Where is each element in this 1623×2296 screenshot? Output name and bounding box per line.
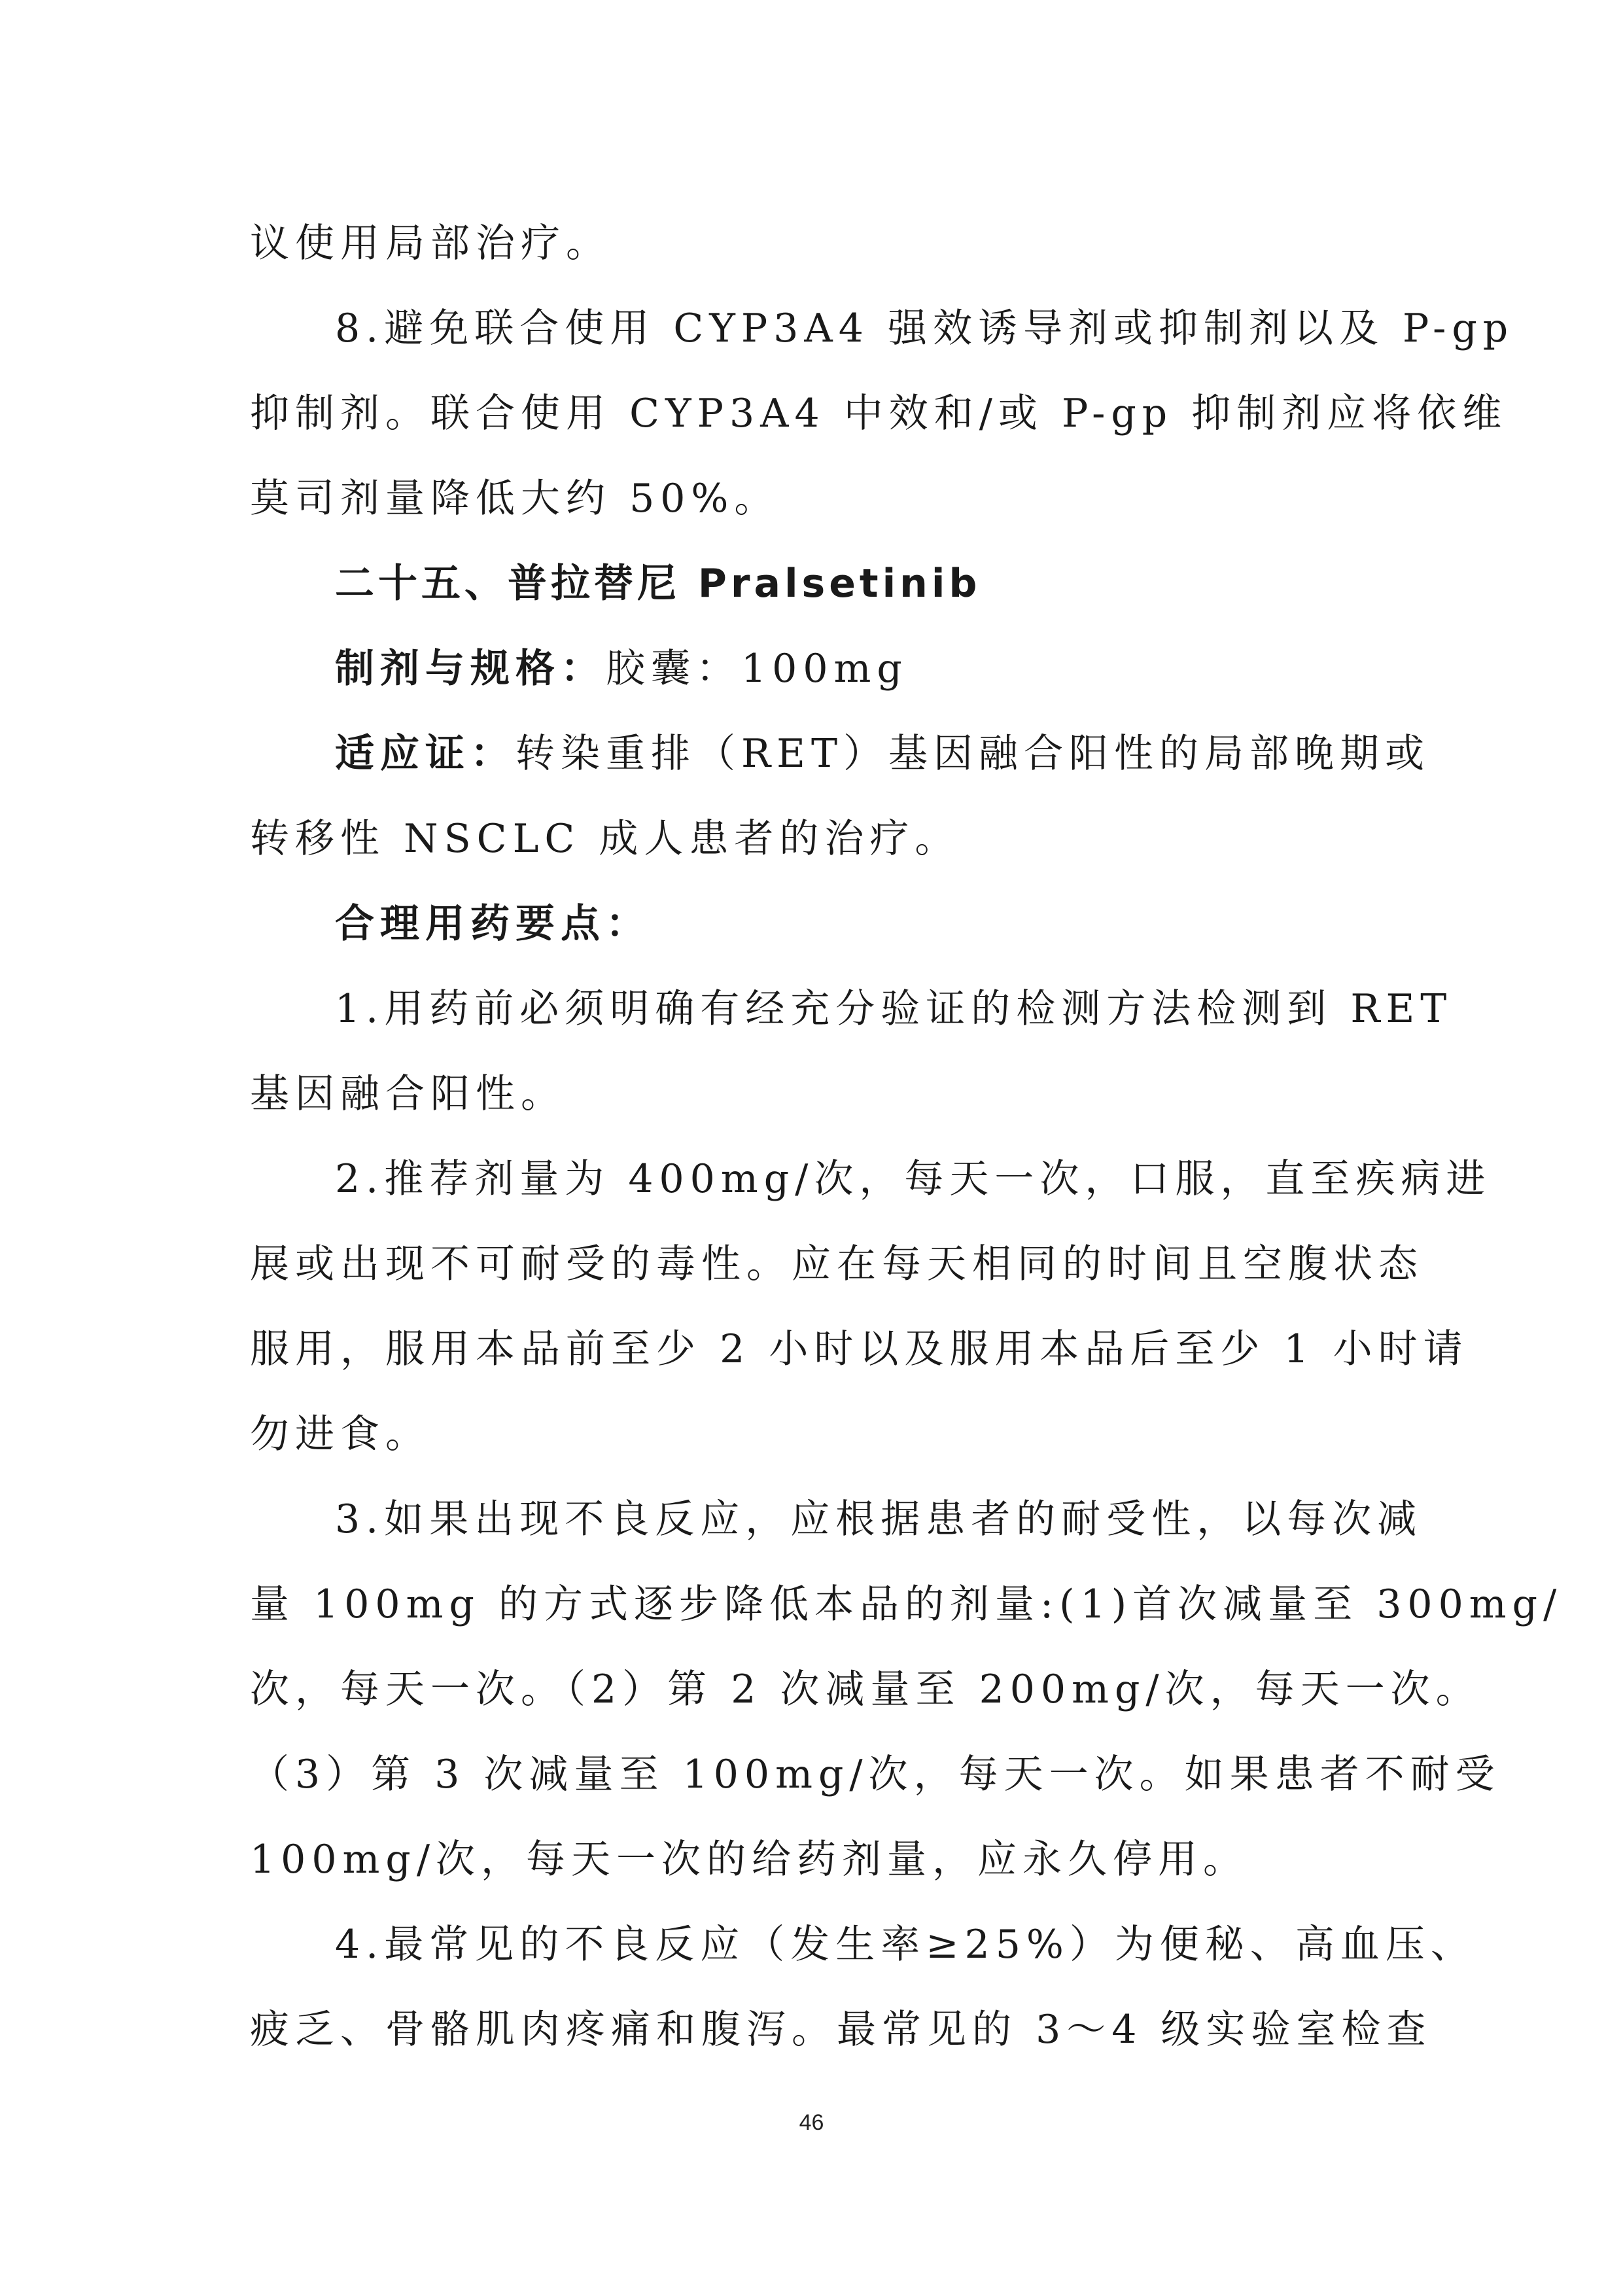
paragraph-line: 服用，服用本品前至少 2 小时以及服用本品后至少 1 小时请 [250, 1326, 1469, 1372]
paragraph-line: 3.如果出现不良反应，应根据患者的耐受性，以每次减 [335, 1496, 1423, 1542]
section-heading: 二十五、普拉替尼 Pralsetinib [335, 561, 981, 607]
paragraph-line: 转移性 NSCLC 成人患者的治疗。 [250, 816, 960, 862]
indication-value: 转染重排（RET）基因融合阳性的局部晚期或 [515, 731, 1430, 777]
paragraph-line: 次，每天一次。（2）第 2 次减量至 200mg/次，每天一次。 [250, 1667, 1481, 1712]
subsection-heading: 合理用药要点： [335, 901, 651, 947]
paragraph-line: 2.推荐剂量为 400mg/次，每天一次，口服，直至疾病进 [335, 1156, 1492, 1202]
paragraph-line: 100mg/次，每天一次的给药剂量，应永久停用。 [250, 1837, 1249, 1882]
paragraph-line: 1.用药前必须明确有经充分验证的检测方法检测到 RET [335, 986, 1453, 1032]
paragraph-line: 议使用局部治疗。 [250, 221, 611, 266]
formulation-line [335, 629, 1375, 708]
paragraph-line: 勿进食。 [250, 1411, 430, 1457]
paragraph-line: 基因融合阳性。 [250, 1071, 566, 1117]
paragraph-line: （3）第 3 次减量至 100mg/次，每天一次。如果患者不耐受 [250, 1752, 1501, 1797]
paragraph-line: 莫司剂量降低大约 50%。 [250, 476, 780, 521]
paragraph-line: 量 100mg 的方式逐步降低本品的剂量:(1)首次减量至 300mg/ [250, 1581, 1563, 1627]
formulation-label: 制剂与规格： [335, 646, 606, 692]
formulation-value: 胶囊：100mg [606, 646, 908, 692]
page-number: 46 [799, 2110, 824, 2135]
paragraph-line: 展或出现不可耐受的毒性。应在每天相同的时间且空腹状态 [250, 1241, 1423, 1287]
paragraph-line: 4.最常见的不良反应（发生率≥25%）为便秘、高血压、 [335, 1922, 1476, 1968]
indication-line [335, 715, 1430, 793]
paragraph-line: 8.避免联合使用 CYP3A4 强效诱导剂或抑制剂以及 P-gp [335, 306, 1514, 351]
indication-label: 适应证： [335, 731, 515, 777]
paragraph-line: 抑制剂。联合使用 CYP3A4 中效和/或 P-gp 抑制剂应将依维 [250, 391, 1508, 436]
paragraph-line: 疲乏、骨骼肌肉疼痛和腹泻。最常见的 3～4 级实验室检查 [250, 2007, 1432, 2053]
